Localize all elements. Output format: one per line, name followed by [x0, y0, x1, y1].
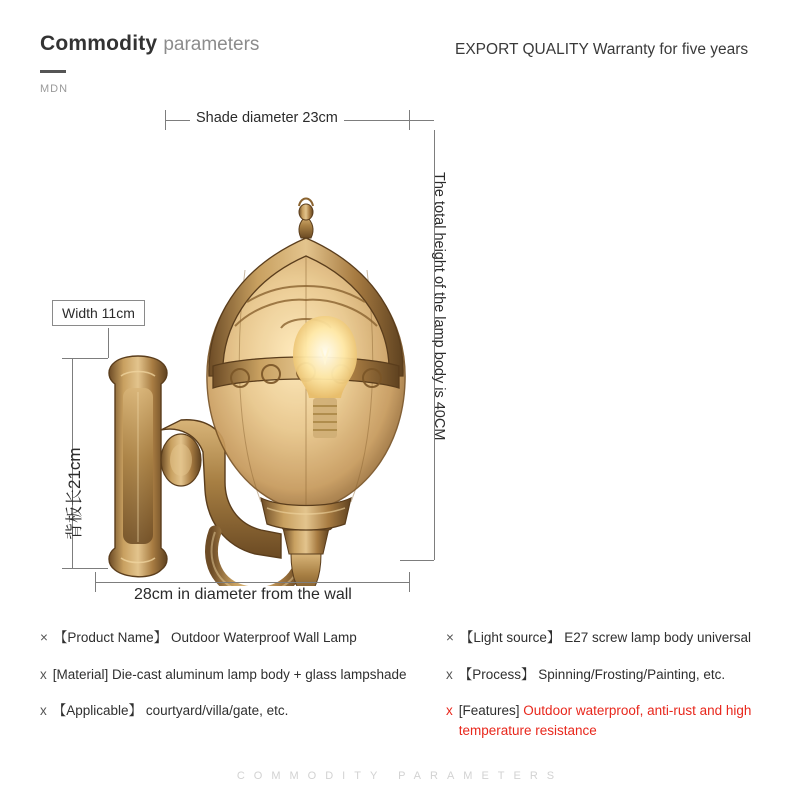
shade-diameter-label: Shade diameter 23cm: [190, 110, 344, 126]
spec-row-features: [446, 701, 776, 740]
total-height-label: The total height of the lamp body is 40CM: [431, 172, 447, 441]
spec-value: Outdoor waterproof, anti-rust and high temperature resistance: [458, 703, 752, 738]
spec-bullet: ×: [40, 630, 48, 645]
page-title-main: Commodity: [40, 32, 158, 55]
width-callout: Width 11cm: [52, 300, 145, 326]
spec-key: [Features]: [458, 703, 520, 719]
spec-row: [446, 665, 776, 685]
export-quality-note: EXPORT QUALITY Warranty for five years: [455, 41, 749, 58]
wall-projection-tick-right: [409, 572, 410, 592]
spec-value: Die-cast aluminum lamp body + glass lampshade: [112, 666, 407, 682]
specs-left-column: [40, 628, 410, 738]
spec-row: [40, 665, 410, 685]
page-header: [0, 0, 800, 110]
spec-row: [446, 628, 776, 648]
spec-bullet: x: [446, 703, 453, 719]
page-title: [40, 32, 259, 56]
wall-projection-tick-left: [95, 572, 96, 592]
spec-key: 【Applicable】: [52, 703, 143, 719]
wall-projection-line: [95, 582, 410, 583]
shade-diameter-tick-left: [165, 110, 166, 130]
spec-bullet: x: [40, 703, 47, 719]
spec-text: [459, 665, 776, 685]
backplate-tick-bottom: [62, 568, 108, 569]
spec-value: E27 screw lamp body universal: [564, 630, 752, 645]
spec-text: [53, 701, 410, 721]
spec-value: Spinning/Frosting/Painting, etc.: [538, 666, 726, 682]
total-height-tick-bottom: [400, 560, 434, 561]
backplate-length-label: 背板长21cm: [65, 447, 84, 540]
spec-key: 【Product Name】: [53, 630, 168, 645]
spec-bullet: ×: [446, 630, 454, 645]
specifications: [0, 628, 800, 758]
product-dimension-diagram: [0, 100, 800, 620]
lamp-illustration: [85, 130, 415, 610]
spec-text: [459, 701, 776, 740]
brand-code: MDN: [40, 83, 69, 95]
total-height-tick-top: [400, 120, 434, 121]
page-title-sub: parameters: [163, 34, 260, 55]
spec-text: [53, 665, 410, 685]
spec-text: [460, 628, 776, 648]
specs-right-column: [446, 628, 776, 757]
spec-key: 【Process】: [458, 666, 535, 682]
spec-text: [54, 628, 410, 648]
spec-value: Outdoor Waterproof Wall Lamp: [170, 630, 357, 645]
spec-key: 【Light source】: [459, 630, 561, 645]
footer-watermark: COMMODITY PARAMETERS: [236, 770, 564, 782]
spec-bullet: x: [446, 666, 453, 682]
width-leader-line: [108, 328, 109, 358]
spec-bullet: x: [40, 666, 47, 682]
title-underline-rule: [40, 70, 66, 73]
title-block: [40, 32, 259, 95]
spec-value: courtyard/villa/gate, etc.: [145, 703, 289, 719]
spec-key: [Material]: [52, 666, 109, 682]
backplate-tick-top: [62, 358, 108, 359]
wall-projection-label: 28cm in diameter from the wall: [128, 586, 358, 604]
spec-row: [40, 701, 410, 721]
spec-row: [40, 628, 410, 648]
